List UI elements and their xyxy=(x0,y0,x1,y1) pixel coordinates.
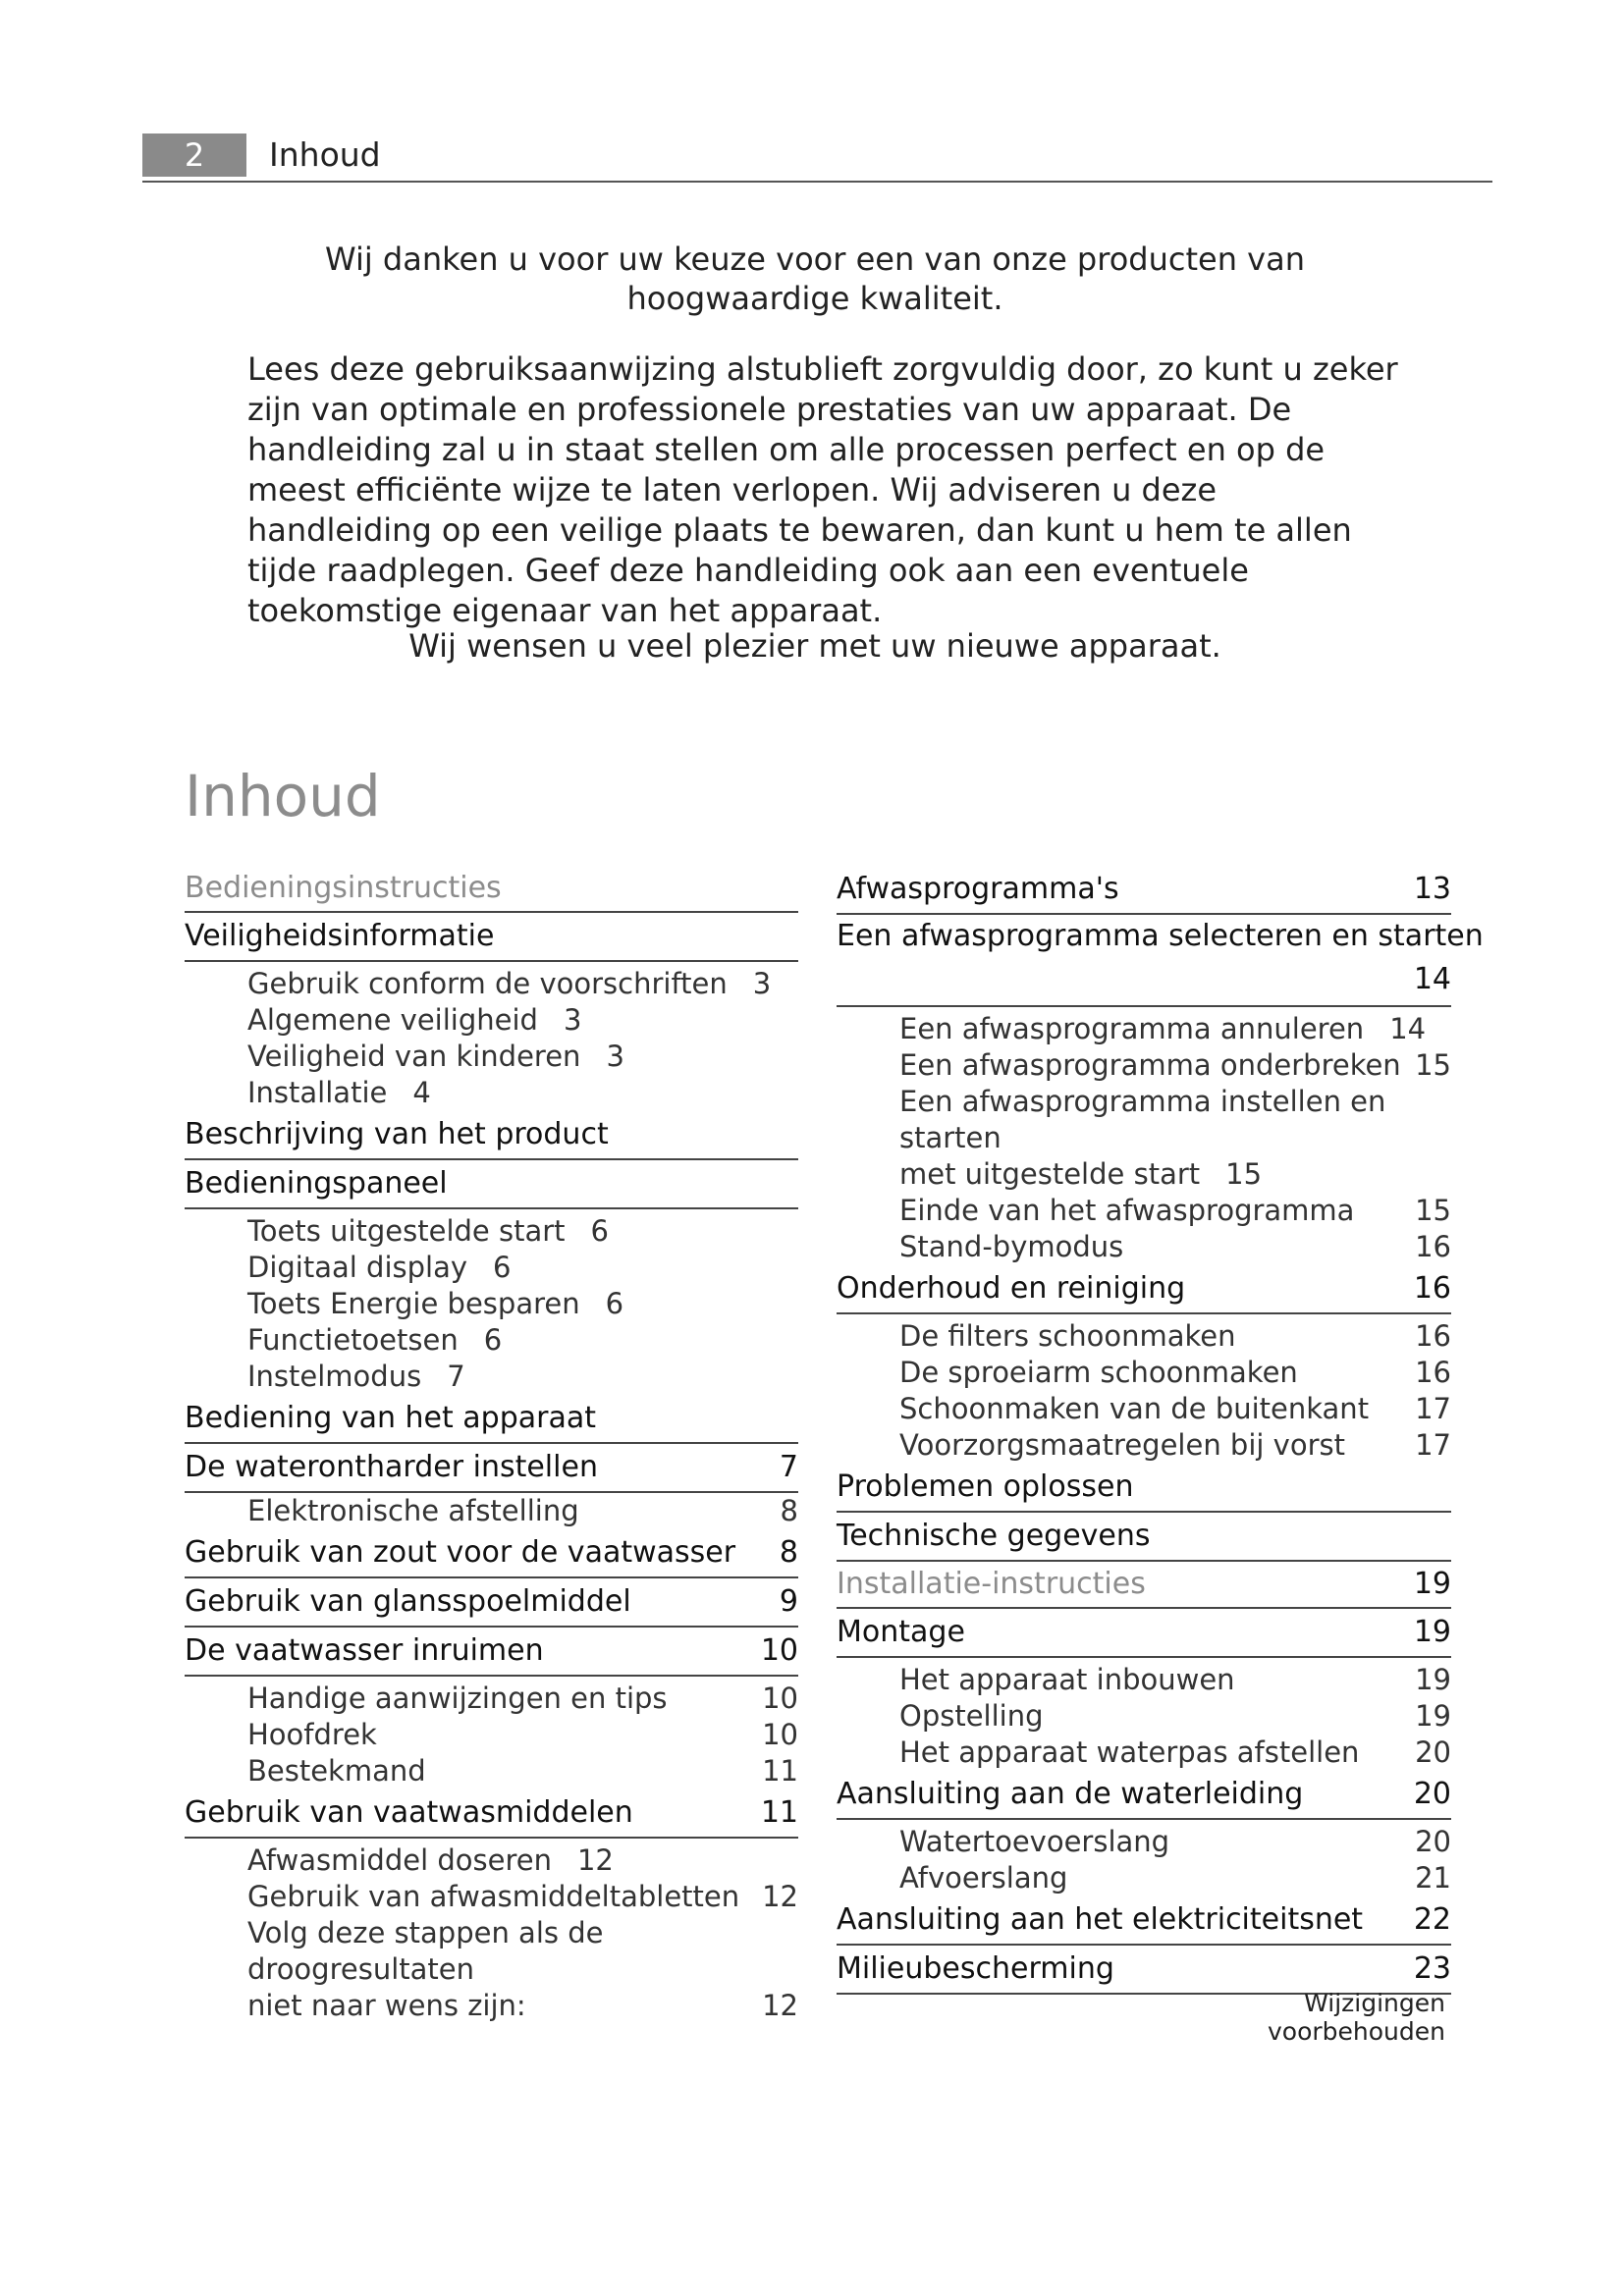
toc-page-number: 3 xyxy=(563,1003,582,1037)
toc-page-number: 14 xyxy=(1413,962,1451,996)
toc-section[interactable] xyxy=(837,1047,1451,1084)
toc-section[interactable] xyxy=(837,1735,1451,1771)
toc-page-number: 10 xyxy=(762,1682,798,1715)
toc-page-number: 14 xyxy=(1389,1012,1427,1045)
intro-body: Lees deze gebruiksaanwijzing alstublieft zorgvuldig door, zo kunt u zeker zijn van optimale en professionele prestaties van uw apparaat. De handleiding zal u in staat stellen om alle processen perfect en op de meest efficiënte wijze te laten verlopen. Wij adviseren u deze handleiding op een veilige plaats te bewaren, dan kunt u hem te allen tijde raadplegen. Geef deze handleiding ook aan een eventuele toekomstige eigenaar van het apparaat. xyxy=(247,350,1398,629)
toc-chapter[interactable] xyxy=(837,866,1451,915)
toc-chapter-title: Gebruik van vaatwasmiddelen xyxy=(185,1795,633,1830)
toc-page-number: 6 xyxy=(605,1287,624,1320)
toc-chapter[interactable] xyxy=(837,915,1484,1007)
toc-part-title: Bedieningsinstructies xyxy=(185,871,502,905)
toc-section[interactable] xyxy=(837,1355,1451,1391)
toc-section[interactable] xyxy=(837,1391,1451,1427)
toc-chapter-title: Montage xyxy=(837,1615,965,1649)
toc-page-number: 13 xyxy=(1413,872,1451,906)
toc-section-title-line2: met uitgestelde start xyxy=(899,1157,1201,1191)
toc-page-number: 17 xyxy=(1415,1392,1451,1425)
toc-section[interactable] xyxy=(185,1717,798,1753)
toc-left-column xyxy=(185,866,798,2024)
toc-page-number: 20 xyxy=(1413,1777,1451,1811)
toc-section-title: Veiligheid van kinderen xyxy=(247,1040,581,1073)
toc-chapter-title: Afwasprogramma's xyxy=(837,872,1119,906)
toc-section[interactable] xyxy=(185,1039,798,1075)
toc-chapter-title: Aansluiting aan de waterleiding xyxy=(837,1777,1304,1811)
toc-section[interactable] xyxy=(185,1681,798,1717)
toc-section-title: Afwasmiddel doseren xyxy=(247,1843,552,1877)
toc-chapter-title: Milieubescherming xyxy=(837,1951,1114,1986)
intro-thanks: Wij danken u voor uw keuze voor een van onze producten van hoogwaardige kwaliteit. xyxy=(325,240,1305,317)
toc-section[interactable] xyxy=(837,1011,1451,1047)
toc-chapter[interactable] xyxy=(185,913,798,962)
toc-page-number: 19 xyxy=(1415,1699,1451,1733)
toc-section[interactable] xyxy=(837,1318,1451,1355)
toc-page-number: 9 xyxy=(779,1584,798,1619)
toc-page-number: 12 xyxy=(762,1989,798,2022)
toc-chapter[interactable] xyxy=(837,1896,1451,1946)
toc-chapter-title: Aansluiting aan het elektriciteitsnet xyxy=(837,1902,1364,1937)
toc-part[interactable] xyxy=(837,1562,1451,1609)
toc-page-number: 22 xyxy=(1413,1902,1451,1937)
toc-section[interactable] xyxy=(185,1002,798,1039)
toc-page-number: 16 xyxy=(1415,1356,1451,1389)
toc-page-number: 21 xyxy=(1415,1861,1451,1895)
header-rule xyxy=(142,181,1492,183)
toc-page-number: 8 xyxy=(779,1535,798,1570)
toc-page-number: 7 xyxy=(447,1360,465,1393)
toc-page-number: 20 xyxy=(1415,1825,1451,1858)
intro-wish: Wij wensen u veel plezier met uw nieuwe apparaat. xyxy=(408,627,1221,665)
toc-section[interactable] xyxy=(837,1427,1451,1464)
toc-page-number: 11 xyxy=(762,1754,798,1788)
toc-section[interactable] xyxy=(185,1753,798,1789)
toc-chapter[interactable] xyxy=(837,1609,1451,1658)
toc-page-number: 11 xyxy=(760,1795,798,1830)
toc-section-title: Toets Energie besparen xyxy=(247,1287,580,1320)
toc-section-title: De filters schoonmaken xyxy=(899,1319,1236,1353)
toc-chapter-title: De vaatwasser inruimen xyxy=(185,1633,544,1668)
toc-chapter[interactable] xyxy=(185,1160,798,1209)
toc-page-number: 6 xyxy=(590,1214,609,1248)
toc-section-title: Het apparaat inbouwen xyxy=(899,1663,1235,1696)
toc-chapter-title: Gebruik van glansspoelmiddel xyxy=(185,1584,631,1619)
toc-section-title: Schoonmaken van de buitenkant xyxy=(899,1392,1370,1425)
toc-chapter[interactable] xyxy=(185,1628,798,1677)
toc-section[interactable] xyxy=(837,1662,1451,1698)
toc-section-title: Gebruik van afwasmiddeltabletten xyxy=(247,1880,740,1913)
toc-section-title: Een afwasprogramma onderbreken xyxy=(899,1048,1401,1082)
toc-chapter-title: De waterontharder instellen xyxy=(185,1450,598,1484)
toc-chapter-title: Bedieningspaneel xyxy=(185,1166,448,1201)
header-title: Inhoud xyxy=(269,135,381,174)
toc-page-number: 19 xyxy=(1413,1615,1451,1649)
toc-chapter-title: Technische gegevens xyxy=(837,1519,1151,1553)
footer-note: Wijzigingen voorbehouden xyxy=(1268,1989,1445,2046)
toc-section-title: Elektronische afstelling xyxy=(247,1494,579,1527)
toc-page-number: 15 xyxy=(1415,1194,1451,1227)
toc-chapter[interactable] xyxy=(837,1946,1451,1995)
toc-chapter-title: Onderhoud en reiniging xyxy=(837,1271,1186,1306)
toc-chapter-title: Gebruik van zout voor de vaatwasser xyxy=(185,1535,736,1570)
toc-section[interactable] xyxy=(185,1493,798,1529)
toc-section[interactable] xyxy=(837,1193,1451,1229)
toc-chapter[interactable] xyxy=(185,1111,798,1160)
toc-section-title: Het apparaat waterpas afstellen xyxy=(899,1735,1360,1769)
toc-page-number: 12 xyxy=(576,1843,614,1877)
toc-page-number: 10 xyxy=(762,1718,798,1751)
toc-section-title: Afvoerslang xyxy=(899,1861,1068,1895)
toc-chapter[interactable] xyxy=(837,1771,1451,1820)
toc-section[interactable] xyxy=(185,1213,798,1250)
toc-section-title: Hoofdrek xyxy=(247,1718,377,1751)
toc-chapter[interactable] xyxy=(185,1578,798,1628)
toc-section[interactable] xyxy=(185,1322,798,1359)
toc-page-number: 15 xyxy=(1225,1157,1263,1191)
toc-page-number: 8 xyxy=(780,1494,798,1527)
toc-page-number: 3 xyxy=(752,967,772,1000)
toc-page-number: 3 xyxy=(606,1040,624,1073)
toc-page-number: 19 xyxy=(1415,1663,1451,1696)
toc-section-title-line1: Volg deze stappen als de droogresultaten xyxy=(247,1916,604,1986)
toc-section[interactable] xyxy=(185,1250,798,1286)
toc-section-title: Functietoetsen xyxy=(247,1323,459,1357)
toc-section[interactable] xyxy=(185,1915,798,2024)
toc-page-number: 7 xyxy=(779,1450,798,1484)
toc-section-title: Bestekmand xyxy=(247,1754,426,1788)
toc-part-title: Installatie-instructies xyxy=(837,1567,1146,1601)
toc-section-title: Stand-bymodus xyxy=(899,1230,1124,1263)
toc-section-title: Toets uitgestelde start xyxy=(247,1214,566,1248)
toc-section[interactable] xyxy=(837,1860,1451,1896)
toc-section-title: Algemene veiligheid xyxy=(247,1003,538,1037)
toc-page-number: 23 xyxy=(1413,1951,1451,1986)
toc-page-number: 12 xyxy=(762,1880,798,1913)
toc-section-title: Digitaal display xyxy=(247,1251,468,1284)
toc-chapter[interactable] xyxy=(837,1265,1451,1314)
toc-part[interactable] xyxy=(185,866,798,913)
toc-page-number: 20 xyxy=(1415,1735,1451,1769)
toc-section-title: Einde van het afwasprogramma xyxy=(899,1194,1355,1227)
toc-chapter-title: Beschrijving van het product xyxy=(185,1117,609,1151)
toc-page-number: 15 xyxy=(1415,1048,1451,1082)
toc-section[interactable] xyxy=(185,1842,798,1879)
toc-section-title: De sproeiarm schoonmaken xyxy=(899,1356,1298,1389)
toc-chapter-title: Een afwasprogramma selecteren en starten xyxy=(837,919,1484,953)
toc-right-column xyxy=(837,866,1484,1995)
toc-chapter-title: Veiligheidsinformatie xyxy=(185,919,495,953)
toc-page-number: 17 xyxy=(1415,1428,1451,1462)
toc-chapter-title: Problemen oplossen xyxy=(837,1469,1134,1504)
toc-section-title: Gebruik conform de voorschriften xyxy=(247,967,728,1000)
toc-section-title: Installatie xyxy=(247,1076,388,1109)
toc-section[interactable] xyxy=(185,966,798,1002)
toc-section-title-line2: niet naar wens zijn: xyxy=(247,1989,526,2022)
toc-page-number: 16 xyxy=(1415,1230,1451,1263)
toc-section[interactable] xyxy=(837,1698,1451,1735)
toc-section[interactable] xyxy=(837,1824,1451,1860)
toc-section[interactable] xyxy=(837,1229,1451,1265)
toc-page-number: 16 xyxy=(1415,1319,1451,1353)
toc-chapter[interactable] xyxy=(837,1464,1451,1513)
toc-page-number: 6 xyxy=(483,1323,503,1357)
toc-chapter[interactable] xyxy=(185,1529,798,1578)
toc-chapter[interactable] xyxy=(185,1789,798,1839)
toc-section-title: Opstelling xyxy=(899,1699,1044,1733)
toc-section-title: Een afwasprogramma annuleren xyxy=(899,1012,1365,1045)
toc-page-number: 19 xyxy=(1413,1567,1451,1601)
toc-section-title: Instelmodus xyxy=(247,1360,422,1393)
toc-section[interactable] xyxy=(185,1286,798,1322)
toc-section-title: Watertoevoerslang xyxy=(899,1825,1170,1858)
toc-section[interactable] xyxy=(185,1075,798,1111)
toc-section-title: Voorzorgsmaatregelen bij vorst xyxy=(899,1428,1345,1462)
toc-page-number: 16 xyxy=(1413,1271,1451,1306)
toc-heading: Inhoud xyxy=(185,763,381,829)
toc-chapter-title: Bediening van het apparaat xyxy=(185,1401,596,1435)
toc-section[interactable] xyxy=(837,1084,1451,1193)
toc-chapter[interactable] xyxy=(837,1513,1451,1562)
toc-chapter[interactable] xyxy=(185,1444,798,1493)
toc-page-number: 10 xyxy=(760,1633,798,1668)
page-number: 2 xyxy=(142,133,246,177)
toc-chapter[interactable] xyxy=(185,1395,798,1444)
toc-page-number: 4 xyxy=(412,1076,431,1109)
toc-section[interactable] xyxy=(185,1359,798,1395)
toc-section-title: Handige aanwijzingen en tips xyxy=(247,1682,668,1715)
toc-section-title-line1: Een afwasprogramma instellen en starten xyxy=(899,1085,1386,1154)
toc-section[interactable] xyxy=(185,1879,798,1915)
toc-page-number: 6 xyxy=(493,1251,512,1284)
